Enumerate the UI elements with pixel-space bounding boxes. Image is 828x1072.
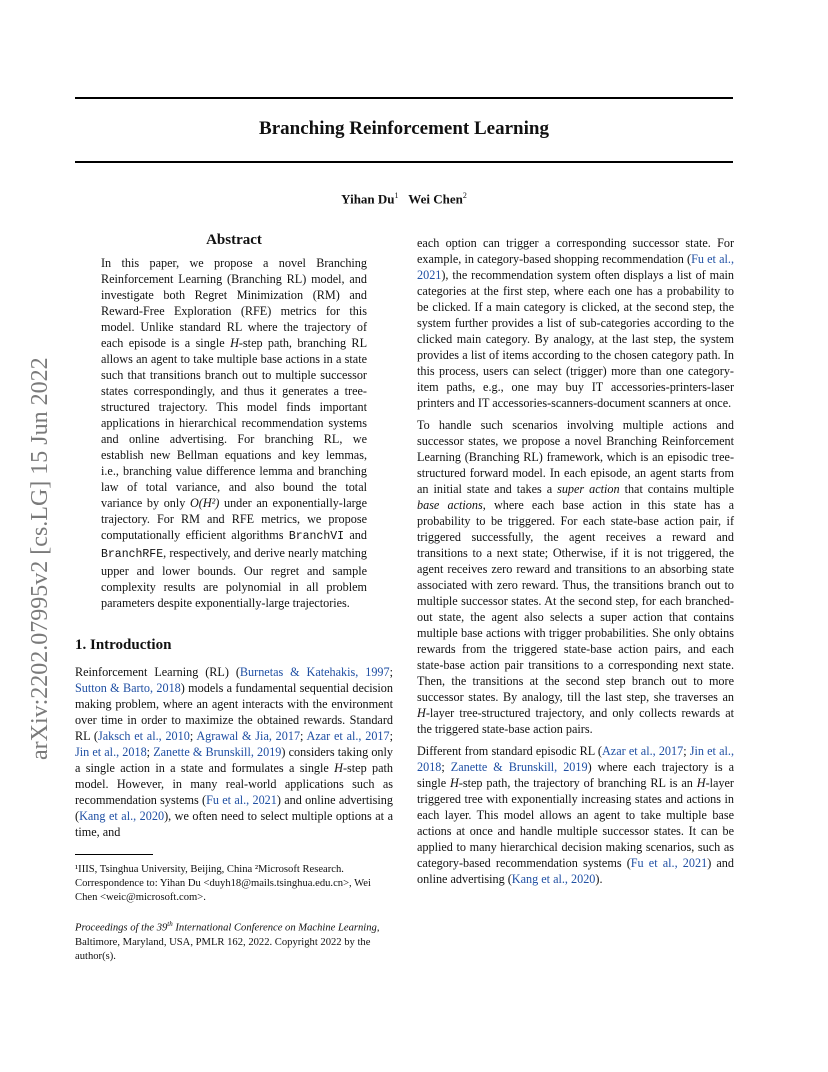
- arxiv-stamp: arXiv:2202.07995v2 [cs.LG] 15 Jun 2022: [27, 357, 53, 760]
- citation-link[interactable]: Kang et al., 2020: [79, 809, 165, 823]
- citation-link[interactable]: Azar et al., 2017: [602, 744, 684, 758]
- citation-link[interactable]: Azar et al., 2017: [306, 729, 390, 743]
- footnote-rule: [75, 854, 153, 855]
- author-list: [75, 191, 733, 207]
- left-column: [75, 232, 393, 964]
- citation-link[interactable]: Agrawal & Jia, 2017: [196, 729, 301, 743]
- citation-link[interactable]: Zanette & Brunskill, 2019: [153, 745, 282, 759]
- citation-link[interactable]: Sutton & Barto, 2018: [75, 681, 181, 695]
- affiliation-footnote: ¹IIIS, Tsinghua University, Beijing, China ²Microsoft Research. Correspondence to: Yihan Du <duyh18@mails.tsinghua.edu.cn>, Wei Chen <weic@microsoft.com>.: [75, 864, 371, 903]
- abstract-text: In this paper, we propose a novel Branching Reinforcement Learning (Branching RL) model, and investigate both Regret Minimization (RM) and Reward-Free Exploration (RFE) metrics for this model. Unlike standard RL where the trajectory of each episode is a single H-step path, branching RL allows an agent to take multiple base actions in a state such that transitions branch out to multiple successor states correspondingly, and thus it generates a tree-structured trajectory. This model finds important applications in hierarchical recommendation systems and online advertising. For branching RL, we establish new Bellman equations and key lemmas, i.e., branching value difference lemma and branching law of total variance, and also bound the total variance by only O(H²) under an exponentially-large trajectory. For RM and RFE metrics, we propose computationally efficient algorithms BranchVI and BranchRFE, respectively, and derive nearly matching upper and lower bounds. Our regret and sample complexity results are polynomial in all problem parameters despite exponentially-large trajectories.: [101, 256, 368, 610]
- right-column: [417, 235, 734, 887]
- author-affiliation-mark: 1: [394, 191, 399, 200]
- citation-link[interactable]: Jaksch et al., 2010: [97, 729, 190, 743]
- citation-link[interactable]: Fu et al., 2021: [630, 856, 708, 870]
- author-name: Yihan Du: [341, 191, 395, 207]
- body-paragraph: To handle such scenarios involving multiple actions and successor states, we propose a novel Branching Reinforcement Learning (Branching RL) framework, which is an episodic tree-structured forward model. In each episode, an agent starts from an initial state and takes a super action that contains multiple base actions, where each base action in this state has a probability to be triggered. For each state-base action pair, if triggered successfully, the agent receives a reward and transitions to a next state; Otherwise, if it is not triggered, the agent receives zero reward and transitions to an absorbing state associated with zero reward. Thus, the transitions branch out to multiple successor states. At the second step, for each branched-out state, the agent also selects a super action that contains multiple base actions with trigger probabilities. She only obtains rewards from the triggered state-base action pairs, and each state-base action pair transitions to a corresponding next state. Then, the transitions at the second step branch out to more successor states. By analogy, till the last step, she traverses an H-layer tree-structured trajectory, and only collects rewards at the triggered state-base action pairs.: [417, 418, 735, 736]
- abstract-heading: Abstract: [206, 232, 262, 248]
- author-name: Wei Chen: [408, 191, 463, 207]
- citation-link[interactable]: Kang et al., 2020: [511, 872, 596, 886]
- citation-link[interactable]: Jin et al., 2018: [75, 745, 147, 759]
- top-rule: [75, 97, 733, 99]
- title-bottom-rule: [75, 161, 733, 163]
- body-paragraph: Different from standard episodic RL (Azar et al., 2017; Jin et al., 2018; Zanette & Brunskill, 2019) where each trajectory is a single H-step path, the trajectory of branching RL is an H-layer triggered tree with exponentially increasing states and actions in each layer. This model allows an agent to take multiple base actions at once and handle multiple successor states. It can be applied to many hierarchical decision making scenarios, such as category-based recommendation systems (Fu et al., 2021) and online advertising (Kang et al., 2020).: [417, 744, 734, 886]
- intro-paragraph: Reinforcement Learning (RL) (Burnetas & Katehakis, 1997; Sutton & Barto, 2018) models a fundamental sequential decision making problem, where an agent interacts with the environment over time in order to maximize the obtained rewards. Standard RL (Jaksch et al., 2010; Agrawal & Jia, 2017; Azar et al., 2017; Jin et al., 2018; Zanette & Brunskill, 2019) considers taking only a single action in a state and formulates a single H-step path model. However, in many real-world applications such as recommendation systems (Fu et al., 2021) and online advertising (Kang et al., 2020), we often need to select multiple options at a time, and: [75, 665, 393, 839]
- citation-link[interactable]: Burnetas & Katehakis, 1997: [239, 665, 390, 679]
- section-heading-introduction: 1. Introduction: [75, 637, 172, 653]
- algorithm-name: BranchVI: [288, 530, 345, 543]
- algorithm-name: BranchRFE: [101, 548, 164, 561]
- author-affiliation-mark: 2: [462, 191, 467, 200]
- citation-link[interactable]: Fu et al., 2021: [206, 793, 277, 807]
- body-paragraph: each option can trigger a corresponding successor state. For example, in category-based shopping recommendation (Fu et al., 2021), the recommendation system often displays a list of main categories at the first step, where each one has a probability to be clicked. If a main category is clicked, at the second step, the system further provides a list of sub-categories according to the clicked main category. By analogy, at the last step, the system provides a list of items according to the chosen category path. In this process, users can select (trigger) more than one category-item paths, e.g., one may buy IT accessories-printers-laser printers and IT accessories-scanners-document scanners at once.: [417, 236, 734, 410]
- paper-title: Branching Reinforcement Learning: [259, 118, 549, 139]
- citation-link[interactable]: Jin et al., 2018: [417, 744, 734, 774]
- citation-link[interactable]: Zanette & Brunskill, 2019: [450, 760, 588, 774]
- proceedings-footnote: Proceedings of the 39th International Conference on Machine Learning, Baltimore, Maryland, USA, PMLR 162, 2022. Copyright 2022 by the author(s).: [75, 920, 380, 962]
- citation-link[interactable]: Fu et al., 2021: [417, 252, 734, 282]
